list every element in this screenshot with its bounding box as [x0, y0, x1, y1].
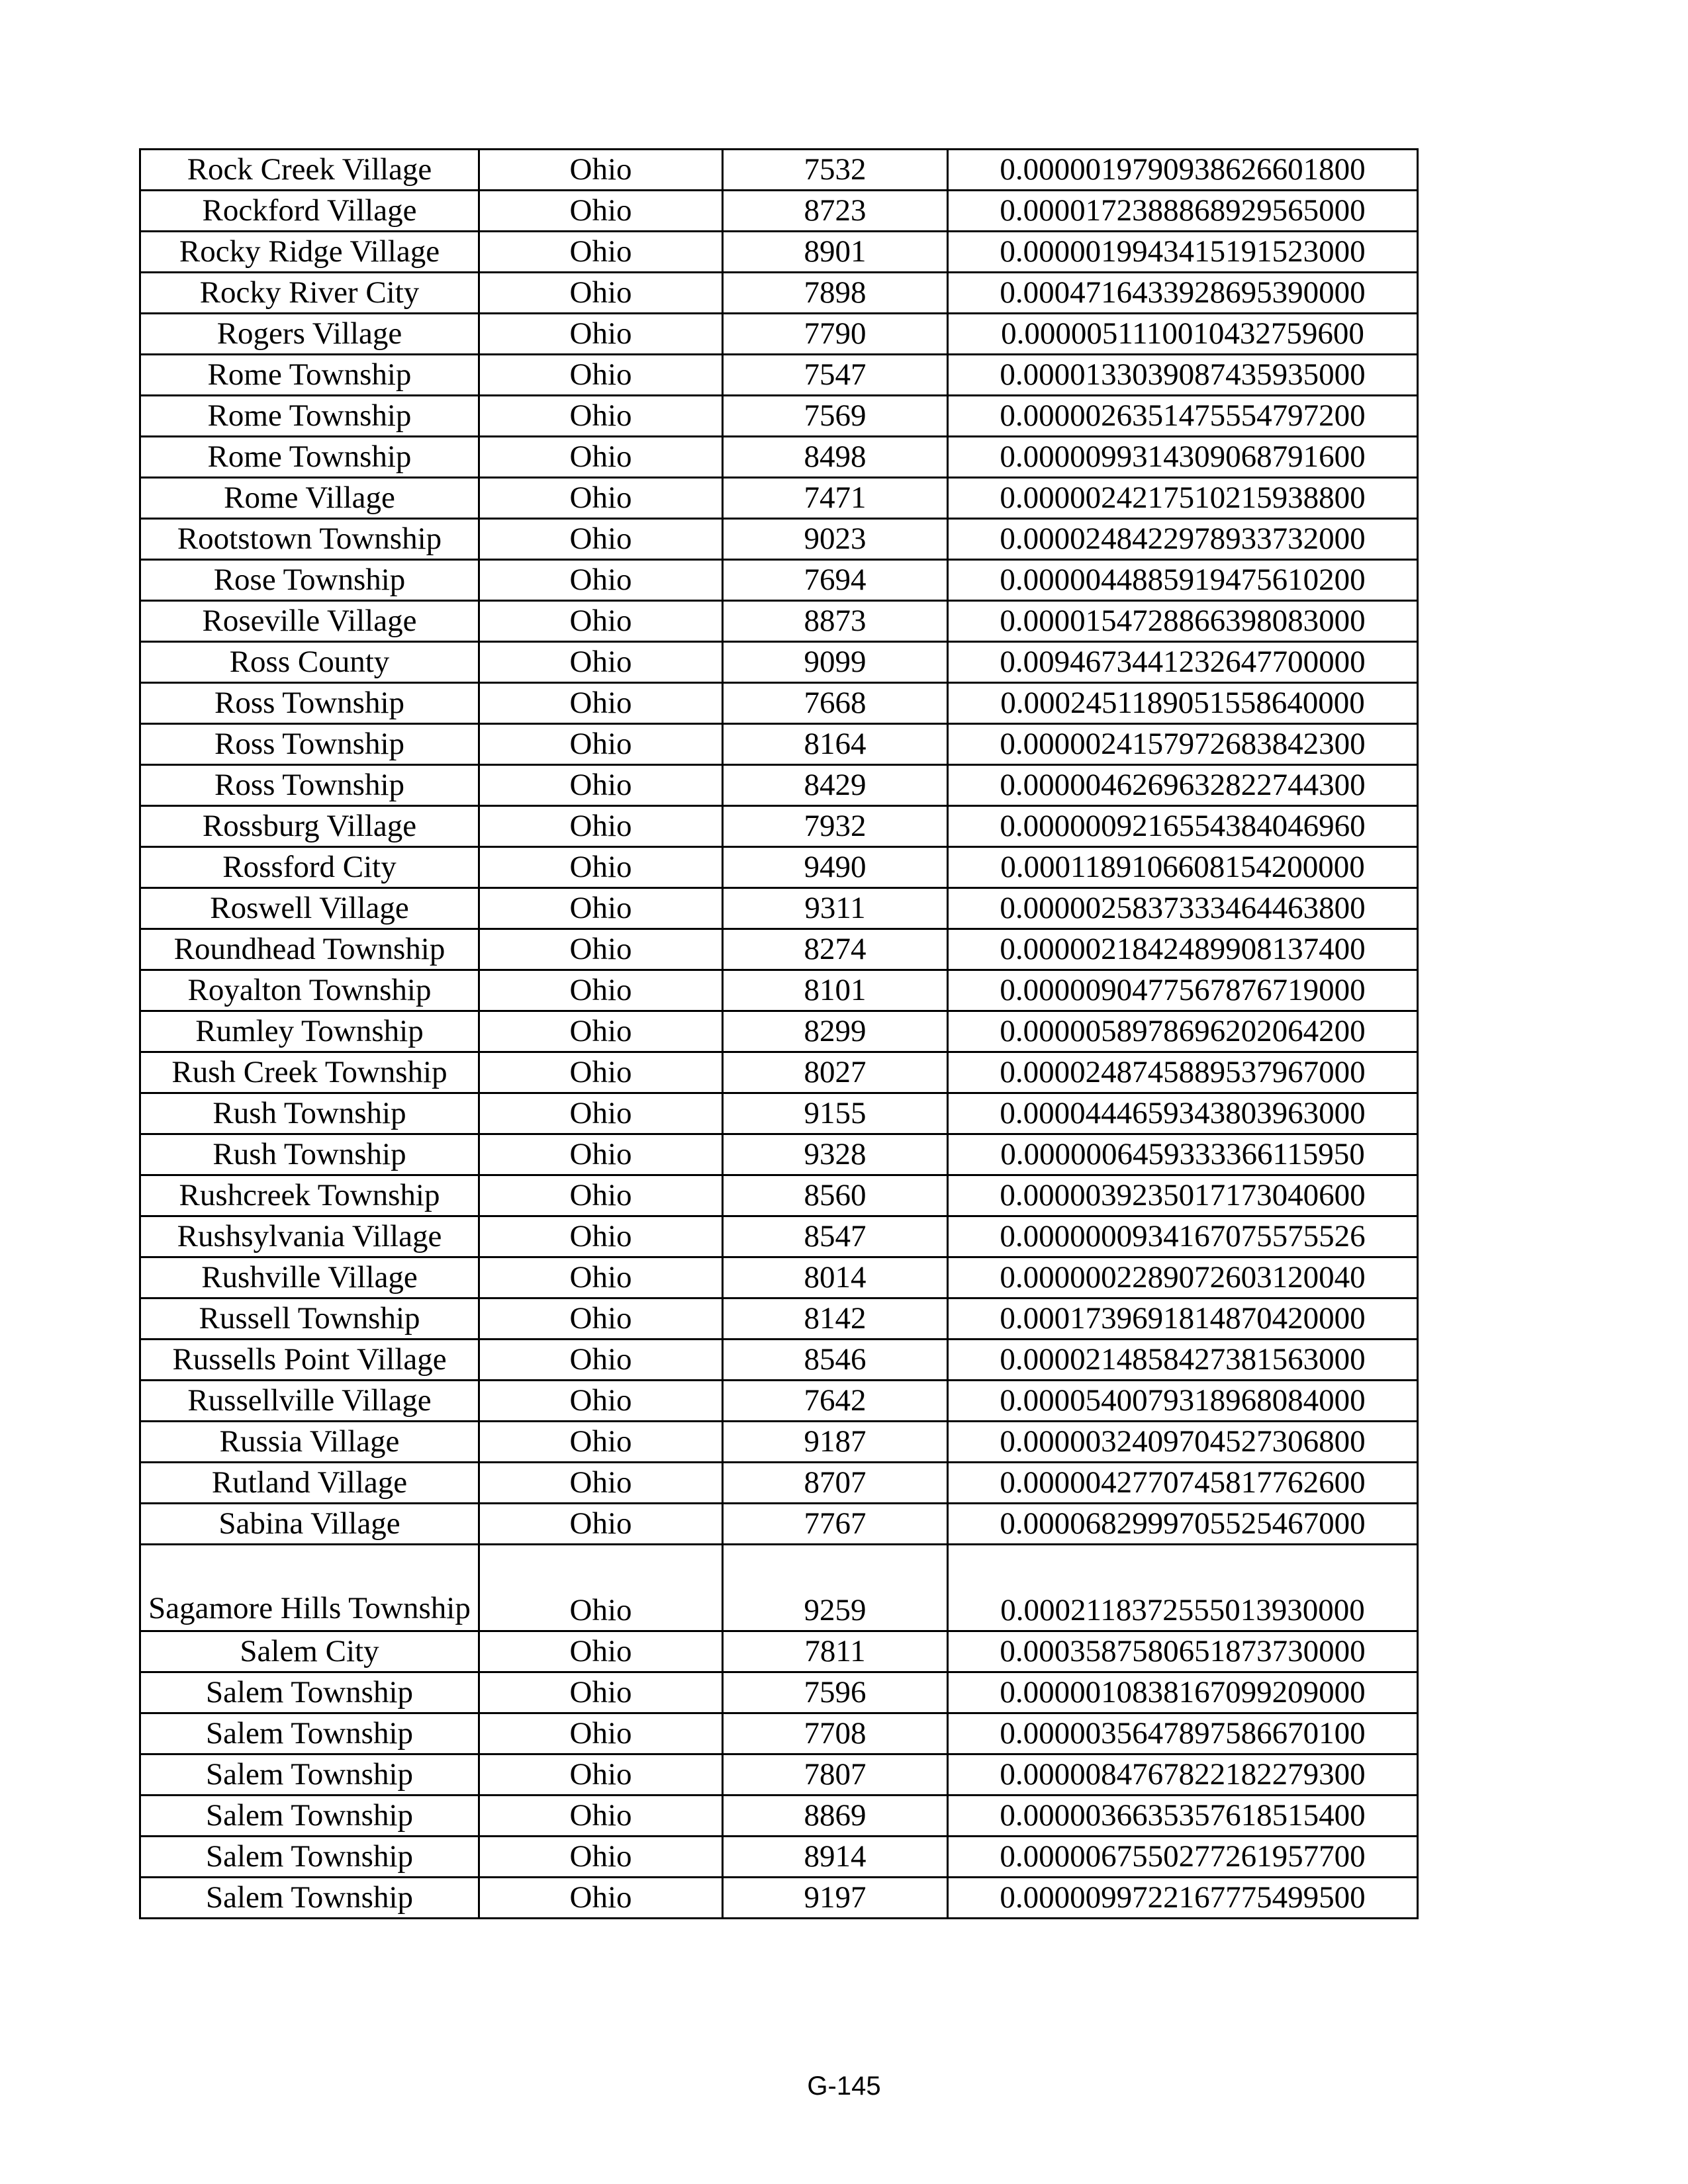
code-cell: 9311: [723, 888, 948, 929]
municipality-name-cell: Rock Creek Village: [140, 150, 479, 191]
state-cell: Ohio: [479, 847, 723, 888]
municipality-name-cell: Russell Township: [140, 1298, 479, 1340]
municipality-name-cell: Rossford City: [140, 847, 479, 888]
state-cell: Ohio: [479, 1257, 723, 1298]
state-cell: Ohio: [479, 806, 723, 847]
municipality-name-cell: Rose Township: [140, 560, 479, 601]
code-cell: 8546: [723, 1340, 948, 1381]
code-cell: 7596: [723, 1672, 948, 1713]
allocation-table: [139, 148, 1419, 1919]
allocation-percentage-cell: 0.0000019943415191523000: [948, 232, 1418, 273]
allocation-percentage-cell: 0.0000682999705525467000: [948, 1504, 1418, 1545]
state-cell: Ohio: [479, 929, 723, 970]
table-row: [140, 355, 1418, 396]
code-cell: 7807: [723, 1754, 948, 1796]
municipality-name-cell: Salem Township: [140, 1796, 479, 1837]
table-row: [140, 847, 1418, 888]
municipality-name-cell: Salem Township: [140, 1754, 479, 1796]
table-row: [140, 519, 1418, 560]
municipality-name-cell: Salem Township: [140, 1713, 479, 1754]
municipality-name-cell: Royalton Township: [140, 970, 479, 1011]
allocation-percentage-cell: 0.0000000934167075575526: [948, 1216, 1418, 1257]
code-cell: 7694: [723, 560, 948, 601]
allocation-percentage-cell: 0.0000036635357618515400: [948, 1796, 1418, 1837]
municipality-name-cell: Rossburg Village: [140, 806, 479, 847]
municipality-name-cell: Salem City: [140, 1631, 479, 1672]
code-cell: 9259: [723, 1545, 948, 1631]
state-cell: Ohio: [479, 560, 723, 601]
allocation-percentage-cell: 0.0000172388868929565000: [948, 191, 1418, 232]
state-cell: Ohio: [479, 1052, 723, 1093]
table-row: [140, 765, 1418, 806]
code-cell: 7532: [723, 150, 948, 191]
allocation-percentage-cell: 0.0000026351475554797200: [948, 396, 1418, 437]
allocation-percentage-cell: 0.0000248745889537967000: [948, 1052, 1418, 1093]
table-row: [140, 1754, 1418, 1796]
table-row: [140, 1631, 1418, 1672]
municipality-name-cell: Russells Point Village: [140, 1340, 479, 1381]
state-cell: Ohio: [479, 1298, 723, 1340]
municipality-name-cell: Ross County: [140, 642, 479, 683]
table-row: [140, 929, 1418, 970]
state-cell: Ohio: [479, 642, 723, 683]
allocation-percentage-cell: 0.0000044885919475610200: [948, 560, 1418, 601]
municipality-name-cell: Rocky Ridge Village: [140, 232, 479, 273]
state-cell: Ohio: [479, 1134, 723, 1175]
table-row: [140, 1463, 1418, 1504]
municipality-name-cell: Rootstown Township: [140, 519, 479, 560]
table-row: [140, 1134, 1418, 1175]
code-cell: 7811: [723, 1631, 948, 1672]
table-row: [140, 191, 1418, 232]
state-cell: Ohio: [479, 437, 723, 478]
municipality-name-cell: Sabina Village: [140, 1504, 479, 1545]
state-cell: Ohio: [479, 232, 723, 273]
allocation-percentage-cell: 0.0000099314309068791600: [948, 437, 1418, 478]
table-row: [140, 1381, 1418, 1422]
allocation-percentage-cell: 0.0000099722167775499500: [948, 1878, 1418, 1919]
state-cell: Ohio: [479, 724, 723, 765]
municipality-name-cell: Russellville Village: [140, 1381, 479, 1422]
municipality-name-cell: Ross Township: [140, 683, 479, 724]
allocation-percentage-cell: 0.0000019790938626601800: [948, 150, 1418, 191]
state-cell: Ohio: [479, 1463, 723, 1504]
table-row: [140, 1796, 1418, 1837]
state-cell: Ohio: [479, 396, 723, 437]
allocation-percentage-cell: 0.0000039235017173040600: [948, 1175, 1418, 1216]
code-cell: 8560: [723, 1175, 948, 1216]
code-cell: 9155: [723, 1093, 948, 1134]
table-row: [140, 232, 1418, 273]
state-cell: Ohio: [479, 1381, 723, 1422]
code-cell: 7569: [723, 396, 948, 437]
code-cell: 7642: [723, 1381, 948, 1422]
municipality-name-cell: Rushsylvania Village: [140, 1216, 479, 1257]
code-cell: 8723: [723, 191, 948, 232]
code-cell: 8914: [723, 1837, 948, 1878]
table-row: [140, 642, 1418, 683]
table-row: [140, 396, 1418, 437]
code-cell: 7767: [723, 1504, 948, 1545]
municipality-name-cell: Rome Village: [140, 478, 479, 519]
table-row: [140, 1713, 1418, 1754]
allocation-percentage-cell: 0.0001739691814870420000: [948, 1298, 1418, 1340]
allocation-percentage-cell: 0.0000025837333464463800: [948, 888, 1418, 929]
allocation-percentage-cell: 0.0000010838167099209000: [948, 1672, 1418, 1713]
code-cell: 9328: [723, 1134, 948, 1175]
state-cell: Ohio: [479, 1545, 723, 1631]
table-row: [140, 478, 1418, 519]
state-cell: Ohio: [479, 1340, 723, 1381]
municipality-name-cell: Salem Township: [140, 1878, 479, 1919]
municipality-name-cell: Roswell Village: [140, 888, 479, 929]
municipality-name-cell: Rockford Village: [140, 191, 479, 232]
table-row: [140, 1257, 1418, 1298]
code-cell: 8142: [723, 1298, 948, 1340]
table-row: [140, 437, 1418, 478]
table-row: [140, 314, 1418, 355]
state-cell: Ohio: [479, 519, 723, 560]
code-cell: 7547: [723, 355, 948, 396]
code-cell: 8901: [723, 232, 948, 273]
table-row: [140, 1298, 1418, 1340]
table-row: [140, 150, 1418, 191]
code-cell: 7471: [723, 478, 948, 519]
allocation-percentage-cell: 0.0000024157972683842300: [948, 724, 1418, 765]
allocation-percentage-cell: 0.0000006459333366115950: [948, 1134, 1418, 1175]
allocation-percentage-cell: 0.0003587580651873730000: [948, 1631, 1418, 1672]
code-cell: 8869: [723, 1796, 948, 1837]
table-row: [140, 1504, 1418, 1545]
allocation-percentage-cell: 0.0000214858427381563000: [948, 1340, 1418, 1381]
state-cell: Ohio: [479, 191, 723, 232]
state-cell: Ohio: [479, 1796, 723, 1837]
code-cell: 7668: [723, 683, 948, 724]
allocation-percentage-cell: 0.0000090477567876719000: [948, 970, 1418, 1011]
municipality-name-cell: Ross Township: [140, 765, 479, 806]
allocation-percentage-cell: 0.0001189106608154200000: [948, 847, 1418, 888]
code-cell: 8164: [723, 724, 948, 765]
allocation-percentage-cell: 0.0000058978696202064200: [948, 1011, 1418, 1052]
municipality-name-cell: Rushcreek Township: [140, 1175, 479, 1216]
municipality-name-cell: Rome Township: [140, 396, 479, 437]
state-cell: Ohio: [479, 355, 723, 396]
allocation-percentage-cell: 0.0000009216554384046960: [948, 806, 1418, 847]
state-cell: Ohio: [479, 1011, 723, 1052]
state-cell: Ohio: [479, 1754, 723, 1796]
code-cell: 7932: [723, 806, 948, 847]
table-row: [140, 1545, 1418, 1631]
state-cell: Ohio: [479, 1878, 723, 1919]
table-row: [140, 683, 1418, 724]
table-row: [140, 1672, 1418, 1713]
municipality-name-cell: Roundhead Township: [140, 929, 479, 970]
table-row: [140, 1093, 1418, 1134]
allocation-percentage-cell: 0.0094673441232647700000: [948, 642, 1418, 683]
table-row: [140, 970, 1418, 1011]
state-cell: Ohio: [479, 478, 723, 519]
table-row: [140, 1878, 1418, 1919]
allocation-percentage-cell: 0.0000540079318968084000: [948, 1381, 1418, 1422]
municipality-name-cell: Rocky River City: [140, 273, 479, 314]
state-cell: Ohio: [479, 1631, 723, 1672]
state-cell: Ohio: [479, 273, 723, 314]
code-cell: 9187: [723, 1422, 948, 1463]
code-cell: 8027: [723, 1052, 948, 1093]
state-cell: Ohio: [479, 601, 723, 642]
state-cell: Ohio: [479, 1672, 723, 1713]
allocation-table-body: [140, 150, 1418, 1919]
code-cell: 9197: [723, 1878, 948, 1919]
code-cell: 8101: [723, 970, 948, 1011]
allocation-percentage-cell: 0.0000067550277261957700: [948, 1837, 1418, 1878]
municipality-name-cell: Rome Township: [140, 355, 479, 396]
state-cell: Ohio: [479, 1504, 723, 1545]
municipality-name-cell: Rumley Township: [140, 1011, 479, 1052]
municipality-name-cell: Rush Township: [140, 1093, 479, 1134]
state-cell: Ohio: [479, 150, 723, 191]
table-row: [140, 1422, 1418, 1463]
allocation-percentage-cell: 0.0000002289072603120040: [948, 1257, 1418, 1298]
municipality-name-cell: Sagamore Hills Township: [140, 1545, 479, 1631]
allocation-percentage-cell: 0.0002451189051558640000: [948, 683, 1418, 724]
table-row: [140, 1340, 1418, 1381]
allocation-percentage-cell: 0.0000084767822182279300: [948, 1754, 1418, 1796]
state-cell: Ohio: [479, 1216, 723, 1257]
municipality-name-cell: Salem Township: [140, 1672, 479, 1713]
code-cell: 7898: [723, 273, 948, 314]
state-cell: Ohio: [479, 683, 723, 724]
municipality-name-cell: Rome Township: [140, 437, 479, 478]
table-row: [140, 806, 1418, 847]
state-cell: Ohio: [479, 1175, 723, 1216]
municipality-name-cell: Rogers Village: [140, 314, 479, 355]
table-row: [140, 1175, 1418, 1216]
allocation-percentage-cell: 0.0000032409704527306800: [948, 1422, 1418, 1463]
allocation-percentage-cell: 0.0000051110010432759600: [948, 314, 1418, 355]
municipality-name-cell: Russia Village: [140, 1422, 479, 1463]
municipality-name-cell: Rush Township: [140, 1134, 479, 1175]
code-cell: 9490: [723, 847, 948, 888]
table-row: [140, 601, 1418, 642]
allocation-percentage-cell: 0.0000444659343803963000: [948, 1093, 1418, 1134]
table-row: [140, 1011, 1418, 1052]
allocation-percentage-cell: 0.0000133039087435935000: [948, 355, 1418, 396]
allocation-percentage-cell: 0.0004716433928695390000: [948, 273, 1418, 314]
code-cell: 8014: [723, 1257, 948, 1298]
allocation-percentage-cell: 0.0000154728866398083000: [948, 601, 1418, 642]
code-cell: 8547: [723, 1216, 948, 1257]
table-row: [140, 724, 1418, 765]
code-cell: 8299: [723, 1011, 948, 1052]
table-row: [140, 1052, 1418, 1093]
allocation-percentage-cell: 0.0000024217510215938800: [948, 478, 1418, 519]
municipality-name-cell: Roseville Village: [140, 601, 479, 642]
allocation-percentage-cell: 0.0000042770745817762600: [948, 1463, 1418, 1504]
table-row: [140, 1216, 1418, 1257]
table-row: [140, 273, 1418, 314]
municipality-name-cell: Salem Township: [140, 1837, 479, 1878]
code-cell: 9099: [723, 642, 948, 683]
code-cell: 8498: [723, 437, 948, 478]
allocation-percentage-cell: 0.0002118372555013930000: [948, 1545, 1418, 1631]
allocation-percentage-cell: 0.0000035647897586670100: [948, 1713, 1418, 1754]
table-row: [140, 560, 1418, 601]
table-row: [140, 1837, 1418, 1878]
allocation-percentage-cell: 0.0000046269632822744300: [948, 765, 1418, 806]
code-cell: 8429: [723, 765, 948, 806]
page-number: G-145: [807, 2071, 881, 2101]
state-cell: Ohio: [479, 970, 723, 1011]
state-cell: Ohio: [479, 765, 723, 806]
state-cell: Ohio: [479, 1837, 723, 1878]
code-cell: 7790: [723, 314, 948, 355]
municipality-name-cell: Rutland Village: [140, 1463, 479, 1504]
municipality-name-cell: Rush Creek Township: [140, 1052, 479, 1093]
municipality-name-cell: Rushville Village: [140, 1257, 479, 1298]
state-cell: Ohio: [479, 1093, 723, 1134]
code-cell: 7708: [723, 1713, 948, 1754]
state-cell: Ohio: [479, 888, 723, 929]
state-cell: Ohio: [479, 1422, 723, 1463]
code-cell: 9023: [723, 519, 948, 560]
code-cell: 8707: [723, 1463, 948, 1504]
table-row: [140, 888, 1418, 929]
municipality-name-cell: Ross Township: [140, 724, 479, 765]
state-cell: Ohio: [479, 1713, 723, 1754]
code-cell: 8873: [723, 601, 948, 642]
code-cell: 8274: [723, 929, 948, 970]
state-cell: Ohio: [479, 314, 723, 355]
allocation-percentage-cell: 0.0000248422978933732000: [948, 519, 1418, 560]
allocation-percentage-cell: 0.0000021842489908137400: [948, 929, 1418, 970]
